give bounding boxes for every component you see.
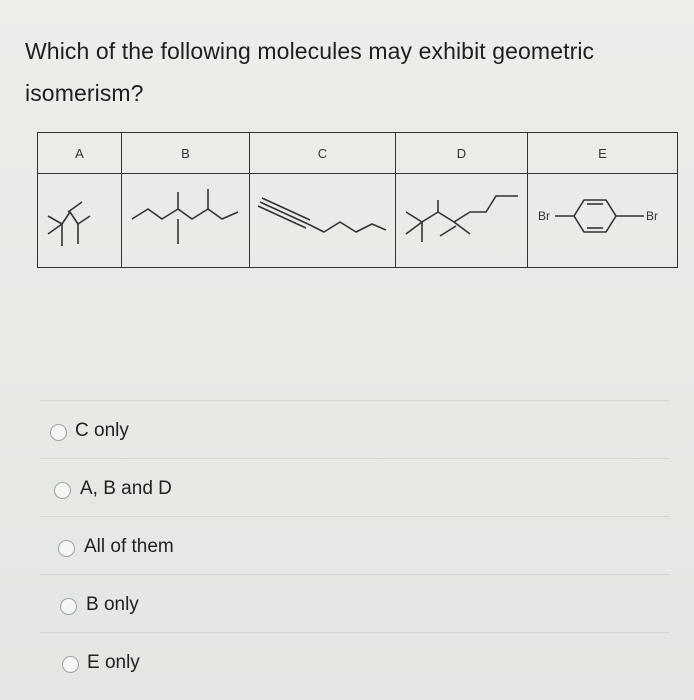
radio-c-only[interactable] — [50, 424, 67, 441]
header-e: E — [528, 133, 678, 174]
structure-c — [250, 174, 396, 268]
header-d: D — [396, 133, 528, 174]
header-a: A — [38, 133, 122, 174]
structure-e — [528, 174, 678, 268]
option-e-only[interactable] — [40, 632, 670, 690]
answer-options — [40, 400, 670, 690]
structure-a-drawing — [38, 174, 122, 262]
header-c: C — [250, 133, 396, 174]
option-all-of-them[interactable] — [40, 516, 670, 574]
structure-b — [122, 174, 250, 268]
structure-d — [396, 174, 528, 268]
question-text — [25, 30, 675, 114]
option-label[interactable]: All of them — [84, 536, 174, 557]
structure-e-right-atom: Br — [646, 209, 658, 223]
structure-a — [38, 174, 122, 268]
option-label[interactable]: B only — [86, 594, 139, 615]
header-b: B — [122, 133, 250, 174]
radio-all-of-them[interactable] — [58, 540, 75, 557]
radio-e-only[interactable] — [62, 656, 79, 673]
option-label[interactable]: C only — [75, 420, 129, 441]
radio-b-only[interactable] — [60, 598, 77, 615]
molecule-table — [37, 132, 677, 262]
option-c-only[interactable] — [40, 400, 670, 458]
question-line-2: isomerism? — [25, 80, 144, 106]
structure-d-drawing — [396, 174, 528, 262]
structure-e-left-atom: Br — [538, 209, 550, 223]
structure-b-drawing — [122, 174, 250, 262]
option-label[interactable]: E only — [87, 652, 140, 673]
option-label[interactable]: A, B and D — [80, 478, 172, 499]
radio-a-b-d[interactable] — [54, 482, 71, 499]
option-a-b-d[interactable] — [40, 458, 670, 516]
structure-c-drawing — [250, 174, 396, 262]
option-b-only[interactable] — [40, 574, 670, 632]
structure-e-drawing — [528, 174, 678, 262]
question-line-1: Which of the following molecules may exhibit geometric — [25, 38, 595, 64]
